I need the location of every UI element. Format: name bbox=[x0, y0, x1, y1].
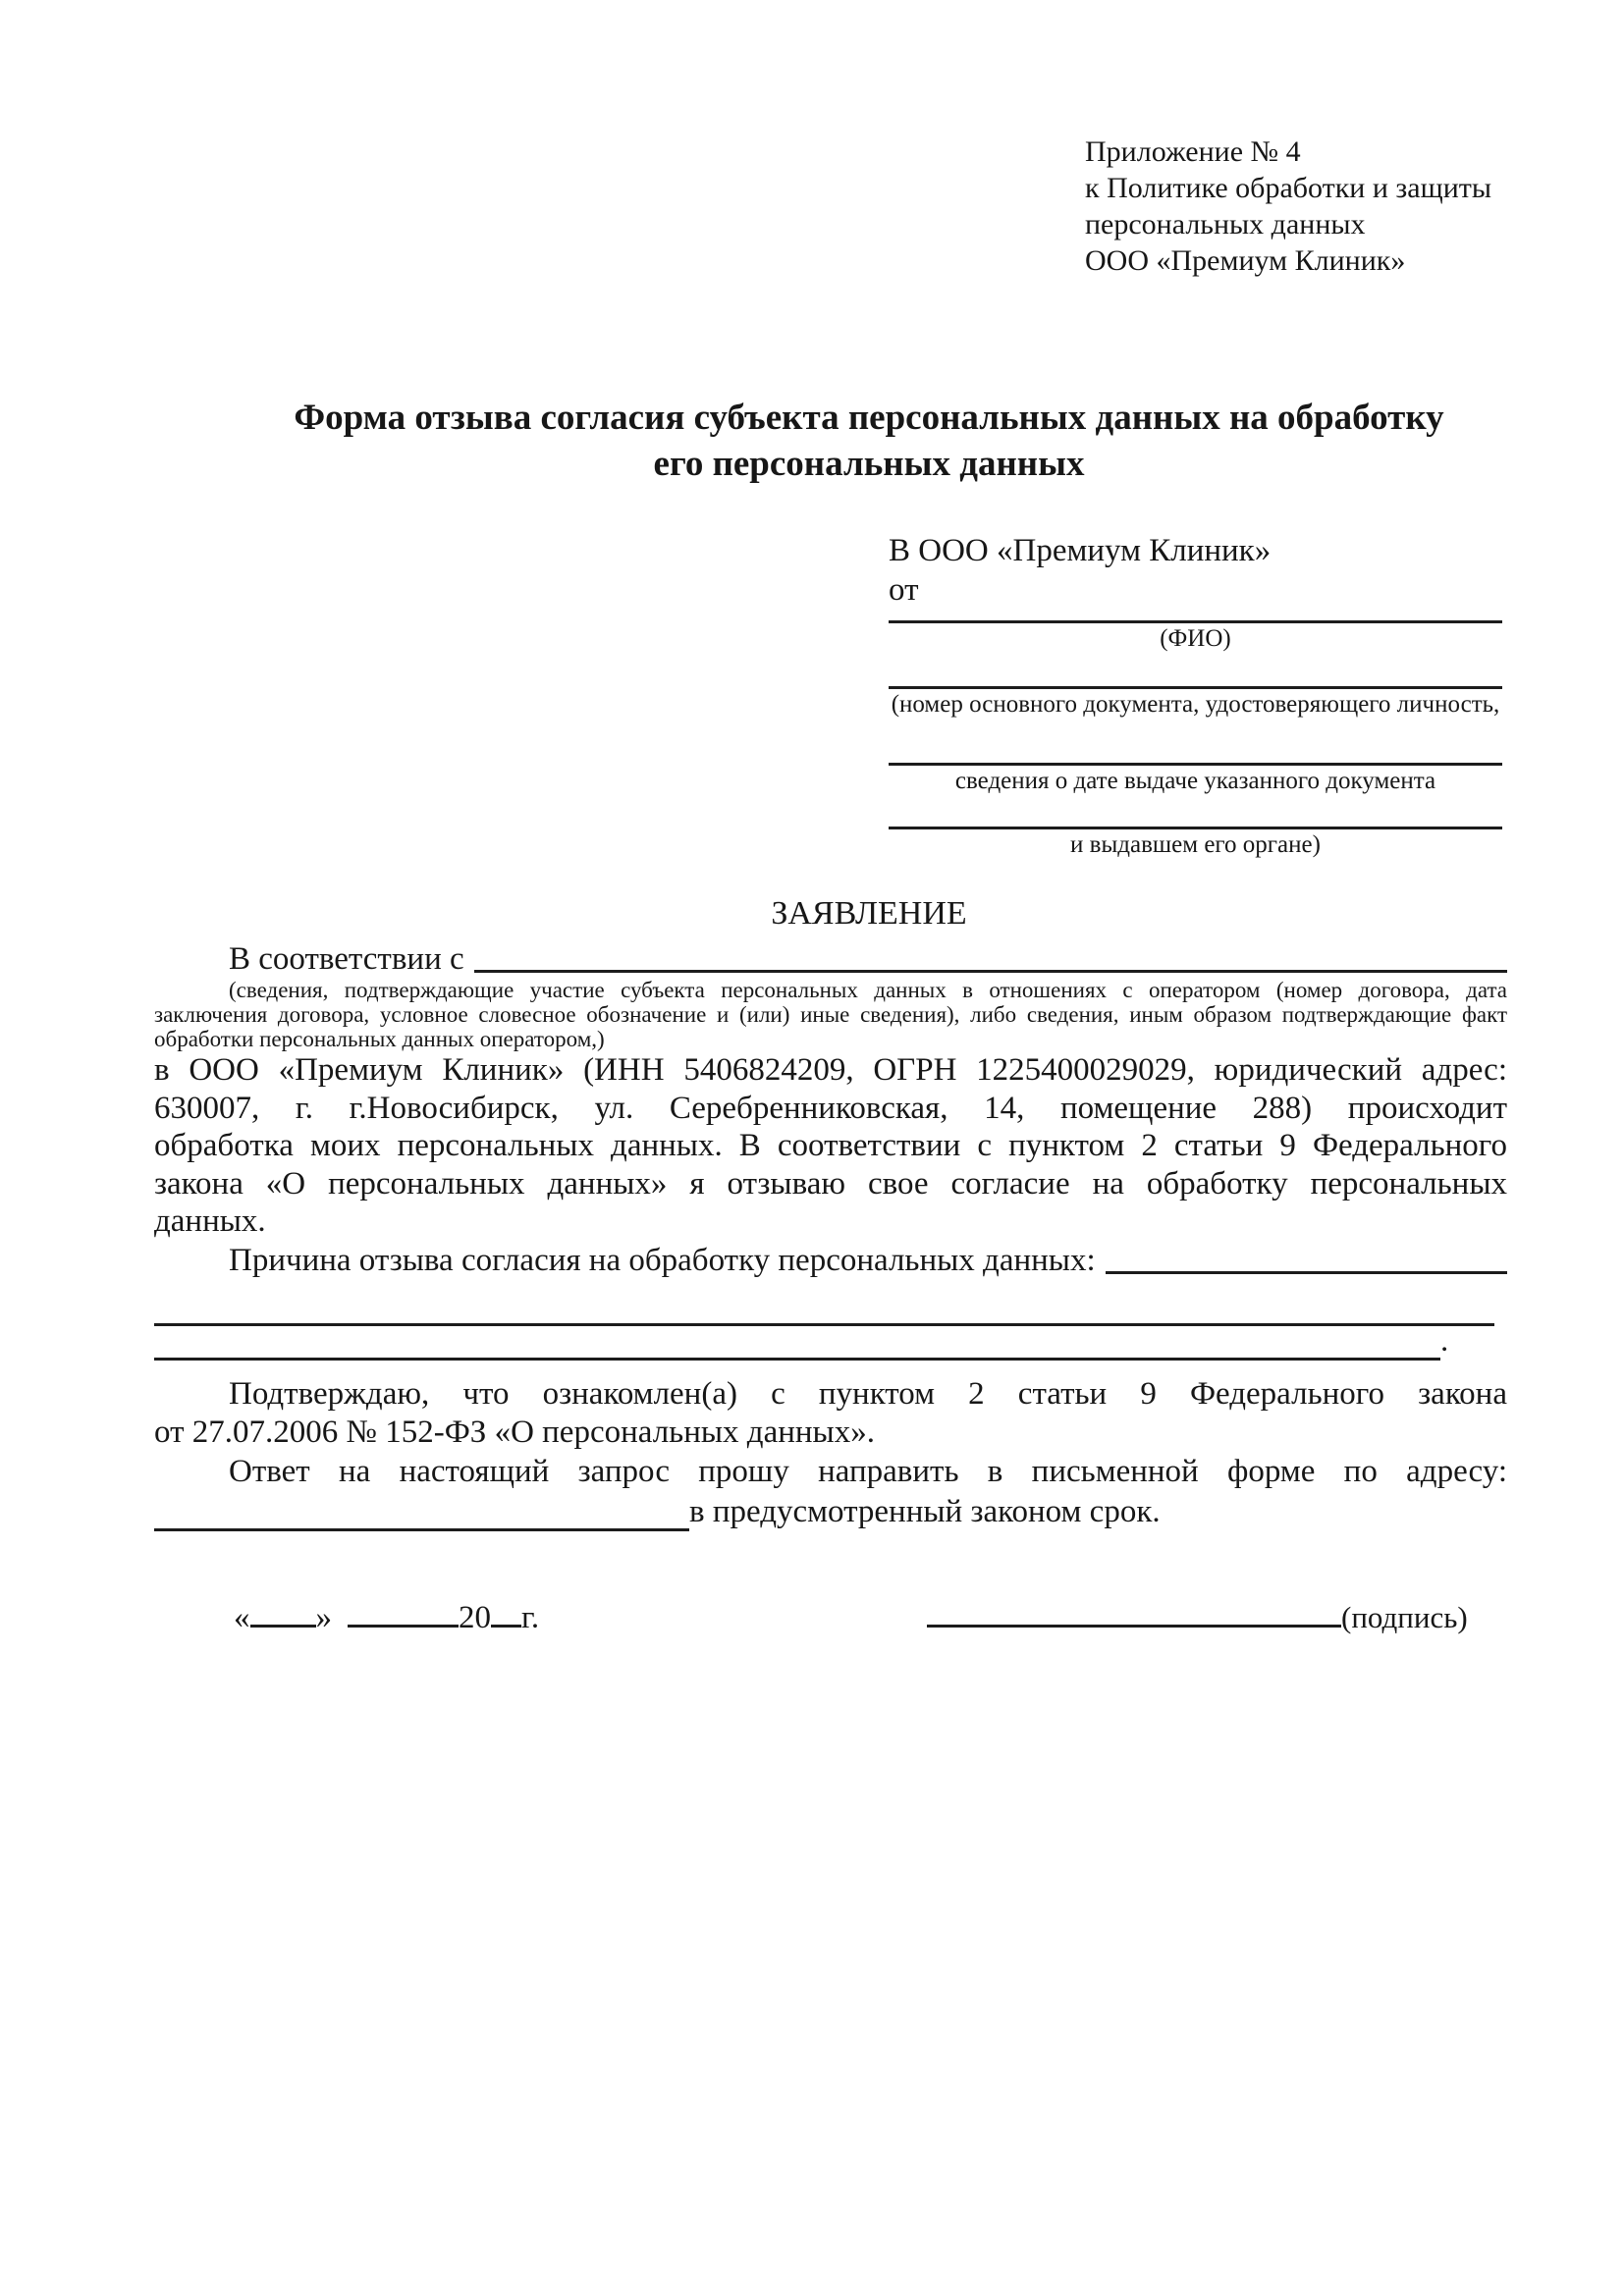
appendix-note bbox=[1085, 133, 1546, 279]
fio-blank-line bbox=[889, 610, 1502, 623]
reply-address-row bbox=[154, 1491, 1507, 1531]
signature-blank-line bbox=[927, 1625, 1341, 1628]
appendix-note-line: персональных данных bbox=[1085, 208, 1366, 240]
date-group bbox=[234, 1598, 539, 1637]
date-year-prefix: 20 bbox=[459, 1600, 491, 1635]
document-title bbox=[154, 395, 1584, 487]
reason-blank-line-rule bbox=[154, 1318, 1440, 1361]
document-title-line: Форма отзыва согласия субъекта персональных данных на обработку bbox=[294, 398, 1444, 438]
date-month-blank bbox=[348, 1625, 459, 1628]
date-year-blank bbox=[491, 1625, 521, 1628]
reply-address-blank-line bbox=[154, 1491, 689, 1531]
intro-prefix: В соответствии с bbox=[229, 941, 464, 977]
date-open-quote: « bbox=[234, 1600, 250, 1635]
fio-caption: (ФИО) bbox=[1160, 625, 1231, 652]
date-close-quote: » bbox=[315, 1600, 332, 1635]
issuing-authority-blank-line bbox=[889, 795, 1502, 829]
document-title-line: его персональных данных bbox=[653, 444, 1085, 484]
signature-group bbox=[927, 1598, 1468, 1637]
addressee-to: В ООО «Премиум Клиник» bbox=[889, 533, 1272, 568]
small-print-line: заключения договора, условное словесное обозначение и (или) иные сведения), либо сведения, иным образом подтверждающие факт bbox=[154, 1002, 1507, 1027]
issuing-authority-caption: и выдавшем его органе) bbox=[1070, 831, 1321, 858]
footer-row bbox=[0, 1598, 1624, 1657]
issue-date-blank-line bbox=[889, 719, 1502, 766]
intro-row bbox=[154, 939, 1507, 979]
statement-body-line: закона «О персональных данных» я отзываю свое согласие на обработку персональных bbox=[154, 1165, 1507, 1201]
date-day-blank bbox=[250, 1625, 316, 1628]
addressee-from-label: от bbox=[889, 572, 919, 608]
confirmation-line: от 27.07.2006 № 152-ФЗ «О персональных данных». bbox=[154, 1414, 875, 1450]
reply-request-paragraph bbox=[154, 1453, 1507, 1531]
reason-blank-line bbox=[1106, 1241, 1507, 1274]
blank-line-period: . bbox=[1440, 1323, 1449, 1359]
reason-blank-line-full-2 bbox=[154, 1321, 1507, 1361]
signature-caption: (подпись) bbox=[1341, 1600, 1468, 1634]
small-print-line: обработки персональных данных оператором,) bbox=[154, 1027, 605, 1051]
statement-body bbox=[154, 1051, 1507, 1241]
reason-row bbox=[154, 1241, 1507, 1280]
date-year-suffix: г. bbox=[521, 1600, 540, 1635]
statement-body-line: 630007, г. г.Новосибирск, ул. Серебренниковская, 14, помещение 288) происходит bbox=[154, 1090, 1507, 1126]
statement-body-line: в ООО «Премиум Клиник» (ИНН 5406824209, ОГРН 1225400029029, юридический адрес: bbox=[154, 1052, 1507, 1088]
confirmation-line: Подтверждаю, что ознакомлен(а) с пунктом 2 статьи 9 Федерального закона bbox=[229, 1376, 1507, 1412]
reason-label: Причина отзыва согласия на обработку персональных данных: bbox=[229, 1243, 1096, 1278]
statement-body-line: обработка моих персональных данных. В соответствии с пунктом 2 статьи 9 Федерального bbox=[154, 1128, 1507, 1163]
intro-blank-line bbox=[474, 939, 1507, 973]
reply-request-suffix: в предусмотренный законом срок. bbox=[689, 1494, 1161, 1529]
addressee-block bbox=[889, 531, 1502, 859]
small-print-note bbox=[154, 978, 1507, 1051]
appendix-note-line: Приложение № 4 bbox=[1085, 135, 1301, 168]
statement-heading: ЗАЯВЛЕНИЕ bbox=[771, 895, 967, 932]
small-print-line: (сведения, подтверждающие участие субъекта персональных данных в отношениях с оператором (номер договора, дата bbox=[229, 978, 1507, 1002]
document-number-blank-line bbox=[889, 653, 1502, 689]
appendix-note-line: ООО «Премиум Клиник» bbox=[1085, 244, 1406, 277]
reply-request-line: Ответ на настоящий запрос прошу направить в письменной форме по адресу: bbox=[229, 1454, 1507, 1489]
appendix-note-line: к Политике обработки и защиты bbox=[1085, 172, 1492, 204]
issue-date-caption: сведения о дате выдаче указанного документа bbox=[954, 768, 1436, 794]
statement-body-line: данных. bbox=[154, 1203, 266, 1239]
document-number-caption: (номер основного документа, удостоверяющего личность, bbox=[891, 691, 1500, 718]
confirmation-paragraph bbox=[154, 1375, 1507, 1451]
